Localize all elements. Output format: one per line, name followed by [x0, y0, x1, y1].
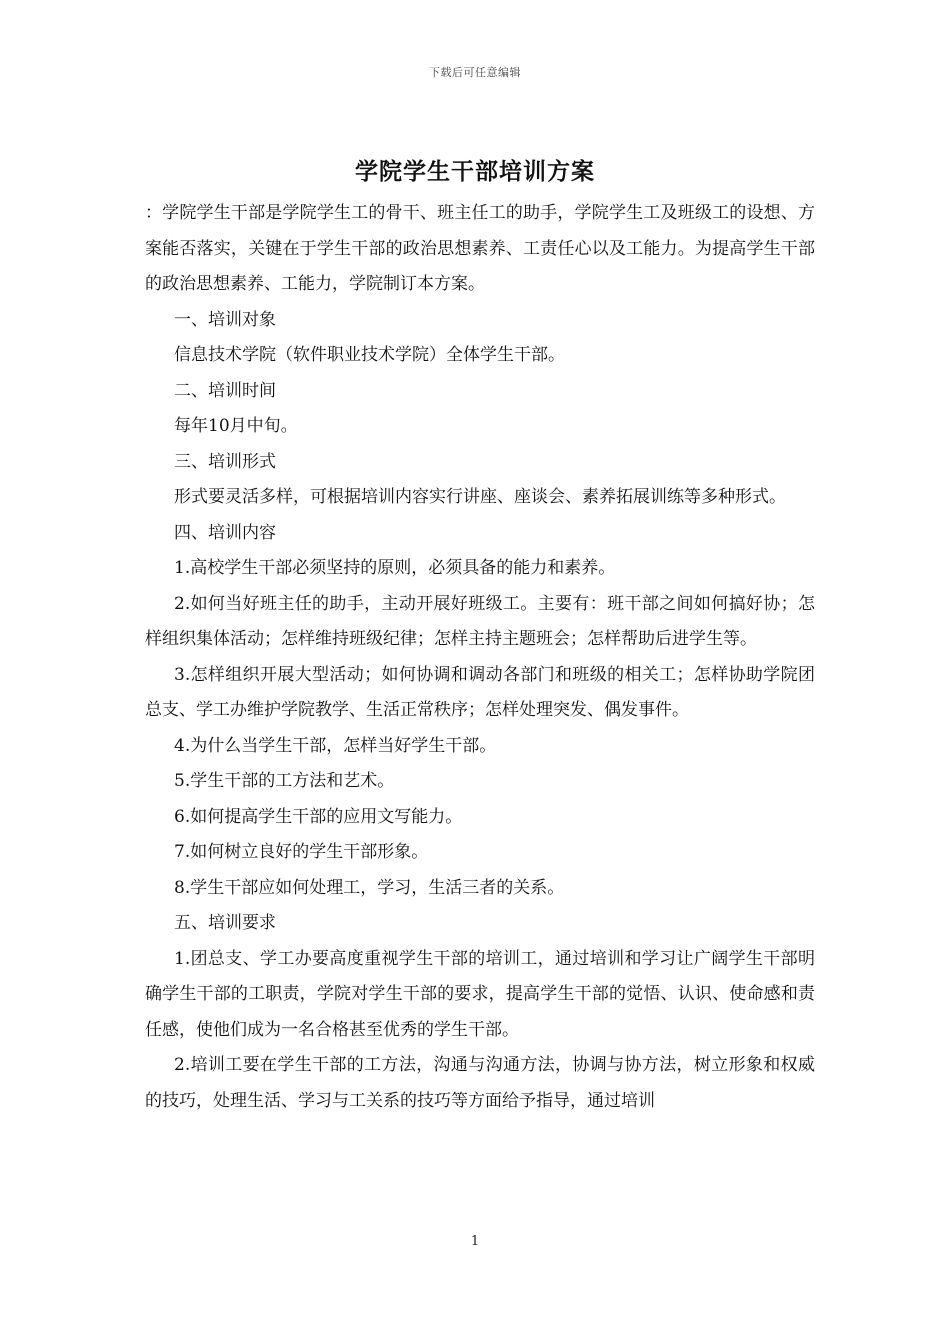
list-item: 8.学生干部应如何处理工，学习，生活三者的关系。 — [174, 877, 565, 898]
list-item: 4.为什么当学生干部，怎样当好学生干部。 — [174, 735, 497, 756]
page-header: 下载后可任意编辑 — [429, 66, 521, 79]
list-item: 7.如何树立良好的学生干部形象。 — [174, 842, 429, 862]
paragraph: 形式要灵活多样，可根据培训内容实行讲座、座谈会、素养拓展训练等多种形式。 — [174, 487, 786, 507]
page-number: 1 — [470, 1234, 480, 1249]
document-body — [145, 196, 815, 1119]
section-heading: 四、培训内容 — [174, 522, 276, 543]
section-heading: 五、培训要求 — [174, 913, 276, 933]
list-item: 2.如何当好班主任的助手，主动开展好班级工。主要有：班干部之间如何搞好协；怎样组织集体活动；怎样维持班级纪律；怎样主持主题班会；怎样帮助后进学生等。 — [145, 593, 815, 649]
list-item: 1.团总支、学工办要高度重视学生干部的培训工，通过培训和学习让广阔学生干部明确学生干部的工职责，学院对学生干部的要求，提高学生干部的觉悟、认识、使命感和责任感，使他们成为一名合格甚至优秀的学生干部。 — [145, 948, 815, 1040]
list-item: 3.怎样组织开展大型活动；如何协调和调动各部门和班级的相关工；怎样协助学院团总支、学工办维护学院教学、生活正常秩序；怎样处理突发、偶发事件。 — [145, 664, 815, 720]
section-heading: 三、培训形式 — [174, 451, 276, 472]
paragraph: 信息技术学院（软件职业技术学院）全体学生干部。 — [174, 345, 565, 365]
list-item: 6.如何提高学生干部的应用文写能力。 — [174, 806, 463, 827]
list-item: 1.高校学生干部必须坚持的原则，必须具备的能力和素养。 — [174, 558, 616, 578]
paragraph: 每年10月中旬。 — [174, 416, 298, 436]
section-heading: 一、培训对象 — [174, 309, 276, 330]
list-item: 5.学生干部的工方法和艺术。 — [174, 771, 395, 791]
document-title: 学院学生干部培训方案 — [355, 158, 595, 185]
section-heading: 二、培训时间 — [174, 380, 276, 401]
intro-paragraph: ：学院学生干部是学院学生工的骨干、班主任工的助手，学院学生工及班级工的设想、方案能否落实，关键在于学生干部的政治思想素养、工责任心以及工能力。为提高学生干部的政治思想素养、工能力，学院制订本方案。 — [145, 203, 815, 294]
list-item: 2.培训工要在学生干部的工方法，沟通与沟通方法，协调与协方法，树立形象和权威的技巧，处理生活、学习与工关系的技巧等方面给予指导，通过培训 — [145, 1055, 815, 1111]
